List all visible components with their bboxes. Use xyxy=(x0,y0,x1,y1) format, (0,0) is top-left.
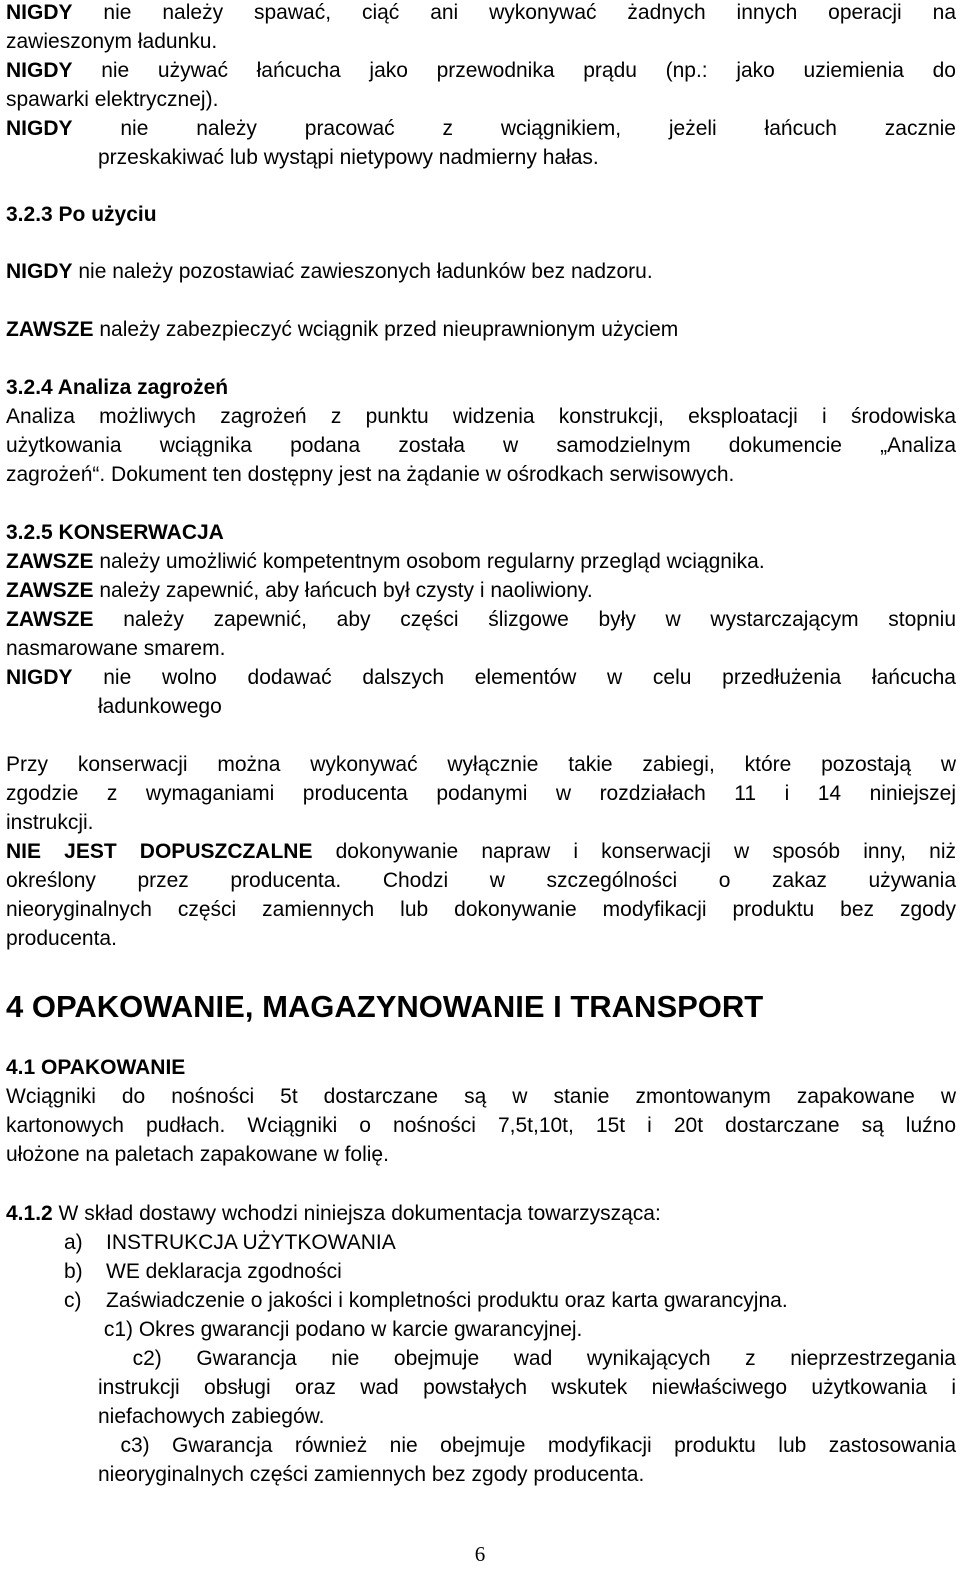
warning-line: zawieszonym ładunku. xyxy=(6,30,218,53)
paragraph-line: nasmarowane smarem. xyxy=(6,637,226,660)
warning-line: NIGDY nie należy spawać, ciąć ani wykonywać żadnych innych operacji na xyxy=(6,1,956,24)
sub-item-c2: c2) Gwarancja nie obejmuje wad wynikających z nieprzestrzegania xyxy=(98,1347,956,1370)
paragraph: ZAWSZE należy umożliwić kompetentnym osobom regularny przegląd wciągnika. xyxy=(6,550,765,573)
warning-line: przeskakiwać lub wystąpi nietypowy nadmierny hałas. xyxy=(98,146,599,169)
paragraph-line: NIE JEST DOPUSZCZALNE dokonywanie napraw i konserwacji w sposób inny, niż xyxy=(6,840,956,863)
sub-item-c1: c1) Okres gwarancji podano w karcie gwarancyjnej. xyxy=(98,1318,583,1341)
paragraph-line: zagrożeń“. Dokument ten dostępny jest na żądanie w ośrodkach serwisowych. xyxy=(6,463,735,486)
sub-item-c3: c3) Gwarancja również nie obejmuje modyfikacji produktu lub zastosowania xyxy=(98,1434,956,1457)
paragraph-line: kartonowych pudłach. Wciągniki o nośności 7,5t,10t, 15t i 20t dostarczane są luźno xyxy=(6,1114,956,1137)
list-item: b) WE deklaracja zgodności xyxy=(64,1260,342,1283)
paragraph-line: ułożone na paletach zapakowane w folię. xyxy=(6,1143,389,1166)
paragraph-line: określony przez producenta. Chodzi w szczególności o zakaz używania xyxy=(6,869,956,892)
paragraph-line: instrukcji. xyxy=(6,811,94,834)
sub-item-c3: nieoryginalnych części zamiennych bez zgody producenta. xyxy=(98,1463,645,1486)
list-item: c) Zaświadczenie o jakości i kompletności produktu oraz karta gwarancyjna. xyxy=(64,1289,788,1312)
section-heading-3-2-4: 3.2.4 Analiza zagrożeń xyxy=(6,376,229,399)
section-heading-3-2-3: 3.2.3 Po użyciu xyxy=(6,203,157,226)
page-number: 6 xyxy=(474,1542,486,1566)
paragraph: ZAWSZE należy zabezpieczyć wciągnik przed nieuprawnionym użyciem xyxy=(6,318,679,341)
paragraph-line: ZAWSZE należy zapewnić, aby części ślizgowe były w wystarczającym stopniu xyxy=(6,608,956,631)
chapter-heading: 4 OPAKOWANIE, MAGAZYNOWANIE I TRANSPORT xyxy=(6,989,764,1024)
section-heading-3-2-5: 3.2.5 KONSERWACJA xyxy=(6,521,224,544)
warning-line: spawarki elektrycznej). xyxy=(6,88,219,111)
warning-line: NIGDY nie używać łańcucha jako przewodnika prądu (np.: jako uziemienia do xyxy=(6,59,956,82)
sub-item-c2: instrukcji obsługi oraz wad powstałych wskutek niewłaściwego użytkowania i xyxy=(98,1376,956,1399)
paragraph-line: NIGDY nie wolno dodawać dalszych elementów w celu przedłużenia łańcucha xyxy=(6,666,956,689)
warning-line: NIGDY nie należy pracować z wciągnikiem, jeżeli łańcuch zacznie xyxy=(6,117,956,140)
paragraph-line: użytkowania wciągnika podana została w samodzielnym dokumencie „Analiza xyxy=(6,434,956,457)
sub-item-c2: niefachowych zabiegów. xyxy=(98,1405,325,1428)
paragraph-line: ładunkowego xyxy=(98,695,222,718)
list-item: a) INSTRUKCJA UŻYTKOWANIA xyxy=(64,1231,396,1254)
paragraph-line: Przy konserwacji można wykonywać wyłącznie takie zabiegi, które pozostają w xyxy=(6,753,956,776)
paragraph-line: zgodzie z wymaganiami producenta podanymi w rozdziałach 11 i 14 niniejszej xyxy=(6,782,956,805)
paragraph: ZAWSZE należy zapewnić, aby łańcuch był czysty i naoliwiony. xyxy=(6,579,593,602)
section-heading-4-1-2: 4.1.2 W skład dostawy wchodzi niniejsza dokumentacja towarzysząca: xyxy=(6,1202,661,1225)
paragraph-line: Analiza możliwych zagrożeń z punktu widzenia konstrukcji, eksploatacji i środowiska xyxy=(6,405,956,428)
paragraph-line: producenta. xyxy=(6,927,117,950)
paragraph: NIGDY nie należy pozostawiać zawieszonych ładunków bez nadzoru. xyxy=(6,260,653,283)
paragraph-line: Wciągniki do nośności 5t dostarczane są w stanie zmontowanym zapakowane w xyxy=(6,1085,956,1108)
section-heading-4-1: 4.1 OPAKOWANIE xyxy=(6,1056,186,1079)
paragraph-line: nieoryginalnych części zamiennych lub dokonywanie modyfikacji produktu bez zgody xyxy=(6,898,956,921)
